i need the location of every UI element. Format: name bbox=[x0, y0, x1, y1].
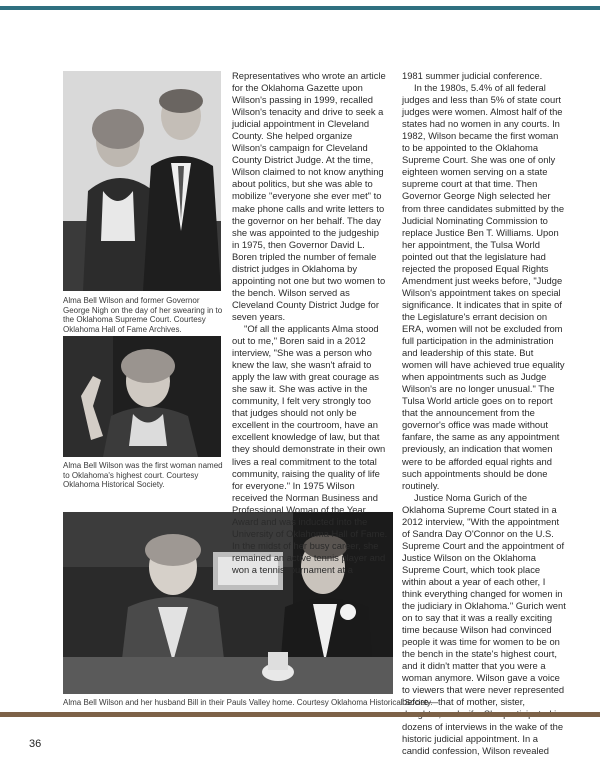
page-number: 36 bbox=[29, 738, 42, 750]
article-column-middle bbox=[232, 70, 388, 576]
article-column-right bbox=[402, 70, 566, 757]
paragraph: In the 1980s, 5.4% of all federal judges and less than 5% of state court judges were women. Almost half of the states had no women in any courts. In 1982, Wilson became the first woman to be appointed to the Oklahoma Supreme Court. She was one of only eighteen women serving on a state supreme court at that time. Then Governor George Nigh selected her from three candidates submitted by the Judicial Nominating Commission to replace Justice Ben T. Williams. Upon her appointment, the Tulsa World pointed out that the legislature had rejected the proposed Equal Rights Amendment just weeks before, "Judge Wilson's appointment takes on special significance. It indicates that in spite of the Legislature's errant decision on ERA, women will not be excluded from full participation in the administration and leadership of this state. But women will have achieved true equality when appointments such as Judge Wilson's are no longer unusual." The Tulsa World article goes on to report that the announcement from the governor's office was made without fanfare, the same as any appointment previously, an indication that women were to be afforded equal rights and such appointments should be done routinely. bbox=[402, 82, 565, 491]
caption-photo-1: Alma Bell Wilson and former Governor George Nigh on the day of her swearing in to the Oklahoma Supreme Court. Courtesy Oklahoma Hall of Fame Archives. bbox=[63, 296, 223, 334]
photo-wilson-first-woman bbox=[63, 336, 221, 457]
paragraph: "Of all the applicants Alma stood out to me," Boren said in a 2012 interview, "She was a person who knew the law, she wasn't afraid to apply the law with great courage as she saw it. She was active in the community, I felt very strongly too that judges should not only be excellent in the courtroom, have an excellent knowledge of law, but that they should demonstrate in their own lives a real commitment to the total community, raising the quality of life for everyone." In 1975 Wilson received the Norman Business and Professional Woman of the Year Award and was inducted into the University of Oklahoma Hall of Fame. In the midst of her busy career, she remained an active tennis player and won a tennis tournament at a bbox=[232, 322, 388, 575]
caption-photo-2: Alma Bell Wilson was the first woman named to Oklahoma's highest court. Courtesy Oklahoma Historical Society. bbox=[63, 461, 223, 490]
caption-photo-3: Alma Bell Wilson and her husband Bill in their Pauls Valley home. Courtesy Oklahoma Historical Society. bbox=[63, 698, 433, 707]
bottom-accent-bar bbox=[0, 712, 600, 717]
photo-wilson-and-nigh bbox=[63, 71, 221, 291]
top-accent-bar bbox=[0, 6, 600, 10]
paragraph: Justice Noma Gurich of the Oklahoma Supreme Court stated in a 2012 interview, "With the appointment of Sandra Day O'Connor on the U.S. Supreme Court and the appointment of Justice Wilson on the Oklahoma Supreme Court, which took place within about a year of each other, I think everything changed for women in the judiciary in Oklahoma." Gurich went on to say that it was a really exciting time because Wilson had convinced people it was time for women to be on the bench in the state's highest court, and it didn't matter that you were a woman anymore. Wilson gave a voice to viewers that were never represented before—that of mother, sister, dozens of interviews in the wake of the historic judicial appointment. In a candid confession, Wilson revealed bbox=[402, 491, 566, 756]
paragraph: Representatives who wrote an article for the Oklahoma Gazette upon Wilson's passing in 1999, recalled Wilson's tenacity and drive to seek a judicial appointment in Cleveland County. She helped organize Wilson's campaign for Cleveland County District Judge. At the time, Wilson claimed to not know anything about politics, but she was able to mobilize "everyone she ever met" to make phone calls and write letters to the governor on her behalf. The day she was appointed to the judgeship in 1975, then Governor David L. Boren tripled the number of female district judges in Oklahoma by appointing not one but two women to the bench. Wilson served as Cleveland County District Judge for seven years. bbox=[232, 70, 386, 322]
paragraph: 1981 summer judicial conference. bbox=[402, 70, 543, 81]
